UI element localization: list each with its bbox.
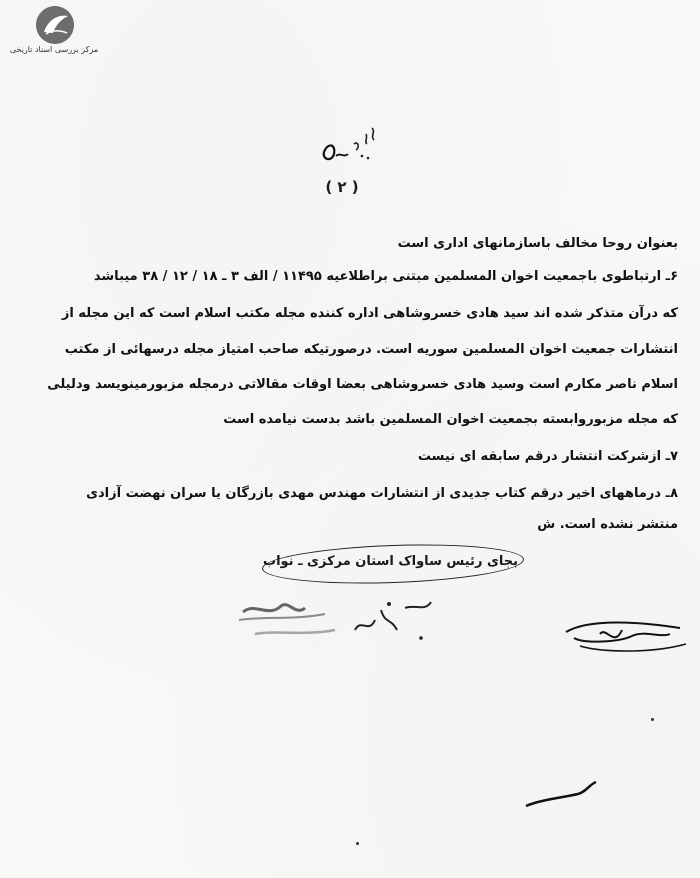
archive-caption: مرکز بررسی اسناد تاریخی — [9, 45, 99, 54]
body-line: ۶ـ ارتباطوی باجمعیت اخوان المسلمین مبتنی براطلاعیه ۱۱۴۹۵ / الف ۳ ـ ۱۸ / ۱۲ / ۳۸ میباشد — [93, 269, 678, 284]
margin-mark — [520, 776, 610, 816]
body-line: انتشارات جمعیت اخوان المسلمین سوریه است. درصورتیکه صاحب امتیاز مجله درسهائی از مکتب — [64, 342, 678, 357]
archive-logo — [6, 4, 102, 62]
body-line: منتشر نشده است. ش — [537, 517, 678, 532]
handwritten-signature — [235, 590, 445, 650]
signature-title: بجای رئیس ساواک استان مرکزی ـ نواب — [263, 554, 518, 569]
archive-emblem-icon — [36, 6, 74, 44]
body-line: که مجله مزبوروابسته بجمعیت اخوان المسلمین باشد بدست نیامده است — [223, 412, 678, 427]
page-number: ( ۲ ) — [325, 178, 359, 196]
body-line: ۸ـ درماههای اخیر درقم کتاب جدیدی از انتشارات مهندس مهدی بازرگان یا سران نهضت آزادی — [86, 486, 678, 501]
handwritten-heading — [310, 122, 390, 170]
ink-dot — [356, 842, 359, 845]
body-line: بعنوان روحا مخالف باسازمانهای اداری است — [397, 236, 678, 251]
margin-signature — [560, 608, 690, 664]
body-line: که درآن متذکر شده اند سید هادی خسروشاهی اداره کننده مجله مکتب اسلام است که این مجله از — [61, 306, 678, 321]
ink-dot — [651, 718, 654, 721]
body-line: اسلام ناصر مکارم است وسید هادی خسروشاهی بعضا اوقات مقالاتی درمجله مزبورمینویسد ودلیلی — [47, 377, 678, 392]
body-line: ۷ـ ازشرکت انتشار درقم سابقه ای نیست — [417, 449, 678, 464]
